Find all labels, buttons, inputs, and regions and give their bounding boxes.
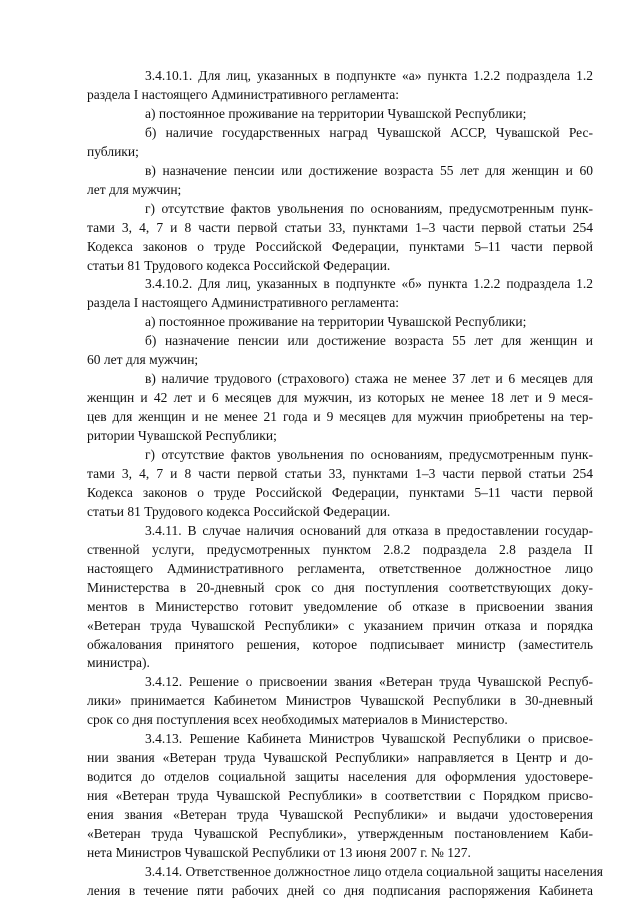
text-line: 3.4.13. Решение Кабинета Министров Чувашской Республики о присвое- — [145, 731, 593, 747]
text-line: Кодекса законов о труде Российской Федерации, пунктами 5–11 части первой — [87, 238, 593, 254]
text-line: ритории Чувашской Республики; — [87, 428, 277, 444]
text-line: статьи 81 Трудового кодекса Российской Федерации. — [87, 257, 391, 273]
text-line: в) назначение пенсии или достижение возраста 55 лет для женщин и 60 — [145, 162, 593, 178]
text-line: «Ветеран труда Чувашской Республики» с указанием причин отказа и порядка — [87, 617, 593, 633]
text-line: лет для мужчин; — [87, 181, 182, 197]
text-line: б) наличие государственных наград Чувашской АССР, Чувашской Рес- — [145, 124, 593, 140]
text-line: водится до отделов социальной защиты населения для оформления удостовере- — [87, 769, 593, 785]
text-line: цев для женщин и не менее 21 года и 9 месяцев для мужчин приобретены на тер- — [87, 409, 593, 425]
text-line: 3.4.10.2. Для лиц, указанных в подпункте «б» пункта 1.2.2 подраздела 1.2 — [145, 276, 593, 292]
text-line: раздела I настоящего Административного регламента: — [87, 295, 399, 311]
text-line: 3.4.10.1. Для лиц, указанных в подпункте «а» пункта 1.2.2 подраздела 1.2 — [145, 68, 593, 83]
text-line: Министерства в 20-дневный срок со дня поступления соответствующих доку- — [87, 579, 593, 595]
text-line: настоящего Административного регламента, ответственное должностное лицо — [87, 560, 593, 576]
text-line: а) постоянное проживание на территории Чувашской Республики; — [145, 314, 527, 330]
text-line: 3.4.14. Ответственное должностное лицо отдела социальной защиты населения — [145, 863, 604, 879]
text-line: в) наличие трудового (страхового) стажа не менее 37 лет и 6 месяцев для — [145, 371, 593, 387]
text-line: ения звания «Ветеран труда Чувашской Республики» и выдачи удостоверения — [87, 807, 593, 822]
text-line: срок со дня поступления всех необходимых материалов в Министерство. — [87, 712, 508, 728]
text-line: публики; — [87, 143, 139, 159]
text-line: раздела I настоящего Административного регламента: — [87, 87, 399, 102]
text-line: 60 лет для мужчин; — [87, 352, 199, 368]
text-line: б) назначение пенсии или достижение возраста 55 лет для женщин и — [145, 333, 593, 349]
text-line: ментов в Министерство готовит уведомление об отказе в присвоении звания — [87, 598, 593, 614]
text-line: нета Министров Чувашской Республики от 13 июня 2007 г. № 127. — [87, 844, 471, 860]
text-line: обжалования принятого решения, которое подписывает министр (заместитель — [87, 636, 593, 652]
text-line: Кодекса законов о труде Российской Федерации, пунктами 5–11 части первой — [87, 484, 593, 500]
text-line: 3.4.11. В случае наличия оснований для отказа в предоставлении государ- — [145, 522, 593, 538]
text-line: а) постоянное проживание на территории Чувашской Республики; — [145, 105, 527, 121]
text-line: г) отсутствие фактов увольнения по основаниям, предусмотренным пунк- — [145, 447, 593, 462]
text-line: министра). — [87, 655, 150, 671]
text-line: тами 3, 4, 7 и 8 части первой статьи 33, пунктами 1–3 части первой статьи 254 — [87, 465, 593, 481]
text-line: г) отсутствие фактов увольнения по основаниям, предусмотренным пунк- — [145, 200, 593, 216]
text-line: ственной услуги, предусмотренных пунктом 2.8.2 подраздела 2.8 раздела II — [87, 541, 593, 557]
text-line: лики» принимается Кабинетом Министров Чувашской Республики в 30-дневный — [87, 693, 593, 709]
text-line: статьи 81 Трудового кодекса Российской Федерации. — [87, 503, 391, 519]
text-line: «Ветеран труда Чувашской Республики», утвержденным постановлением Каби- — [87, 826, 593, 841]
text-line: тами 3, 4, 7 и 8 части первой статьи 33, пунктами 1–3 части первой статьи 254 — [87, 219, 593, 235]
text-line: 3.4.12. Решение о присвоении звания «Ветеран труда Чувашской Респуб- — [145, 674, 593, 690]
text-line: ния «Ветеран труда Чувашской Республики» в соответствии с Порядком присво- — [87, 788, 593, 804]
text-line: нии звания «Ветеран труда Чувашской Республики» направляется в Центр и до- — [87, 750, 593, 766]
text-line: ления в течение пяти рабочих дней со дня подписания распоряжения Кабинета — [87, 882, 593, 898]
text-line: женщин и 42 лет и 6 месяцев для мужчин, из которых не менее 18 лет и 9 меся- — [87, 390, 593, 406]
